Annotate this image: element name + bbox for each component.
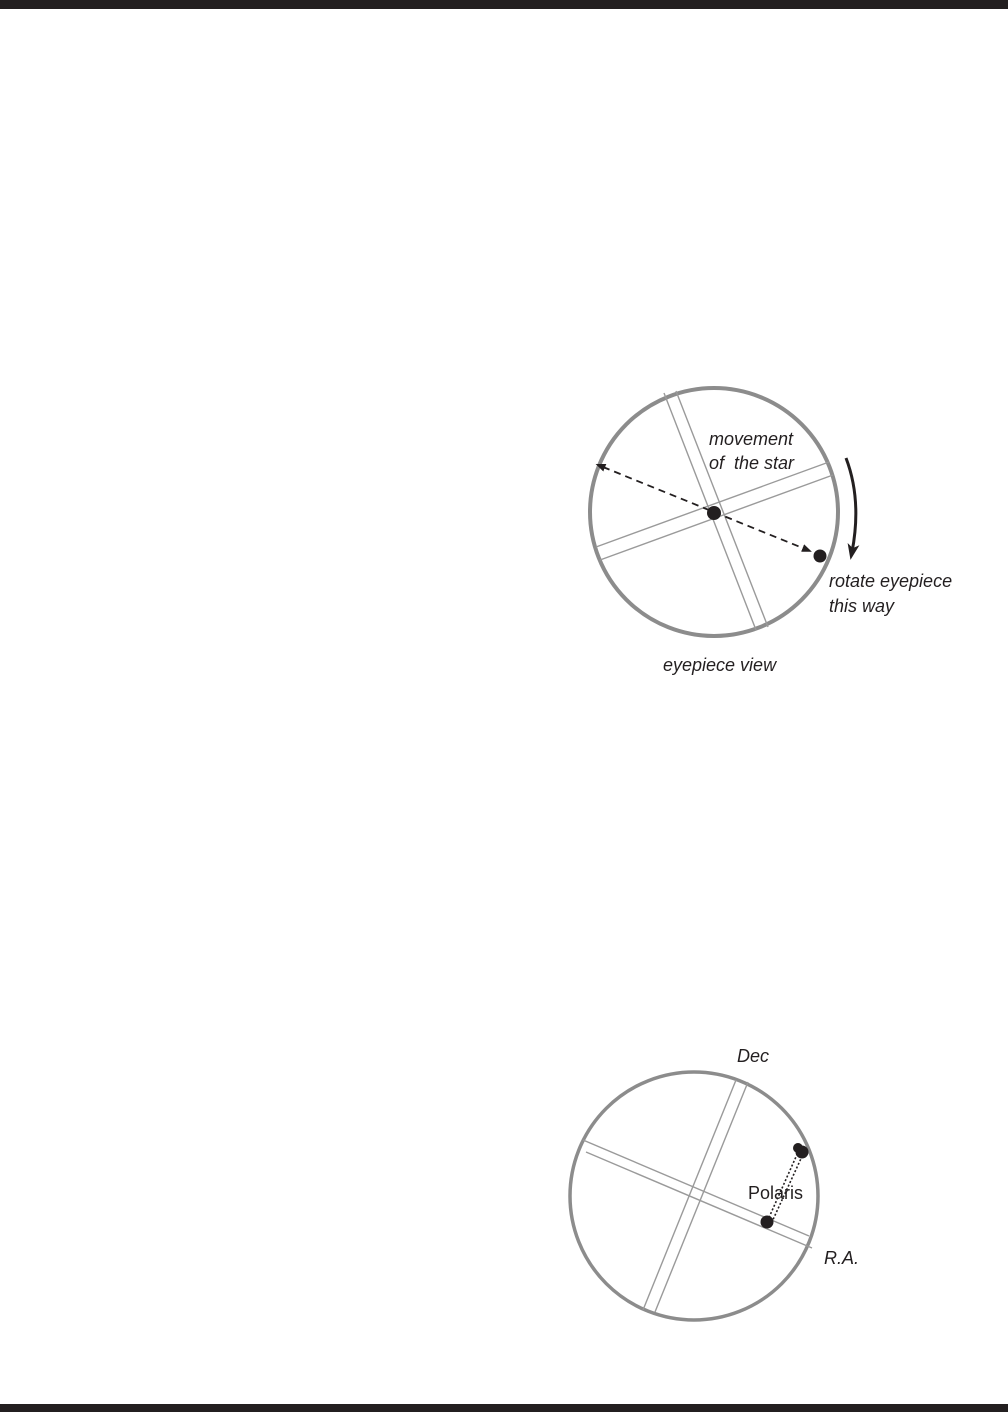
polaris-star-dot-shadow bbox=[793, 1143, 803, 1153]
movement-label-line1: movement bbox=[709, 429, 794, 449]
rotate-label-line1: rotate eyepiece bbox=[829, 571, 953, 591]
rotate-label-line2: this way bbox=[829, 596, 895, 616]
eyepiece-view-caption: eyepiece view bbox=[663, 655, 777, 675]
center-star-dot bbox=[707, 506, 721, 520]
ra-target-dot bbox=[761, 1216, 774, 1229]
eyepiece-view-diagram bbox=[590, 388, 952, 675]
movement-label-line2: of the star bbox=[709, 453, 795, 473]
rotate-direction-arrow bbox=[846, 458, 856, 552]
polaris-alignment-diagram bbox=[570, 1046, 859, 1320]
polaris-label: Polaris bbox=[748, 1183, 804, 1203]
drifted-star-dot bbox=[814, 550, 827, 563]
dec-crosshair bbox=[643, 1080, 748, 1312]
ra-label: R.A. bbox=[824, 1248, 860, 1268]
dec-label: Dec bbox=[737, 1046, 770, 1066]
